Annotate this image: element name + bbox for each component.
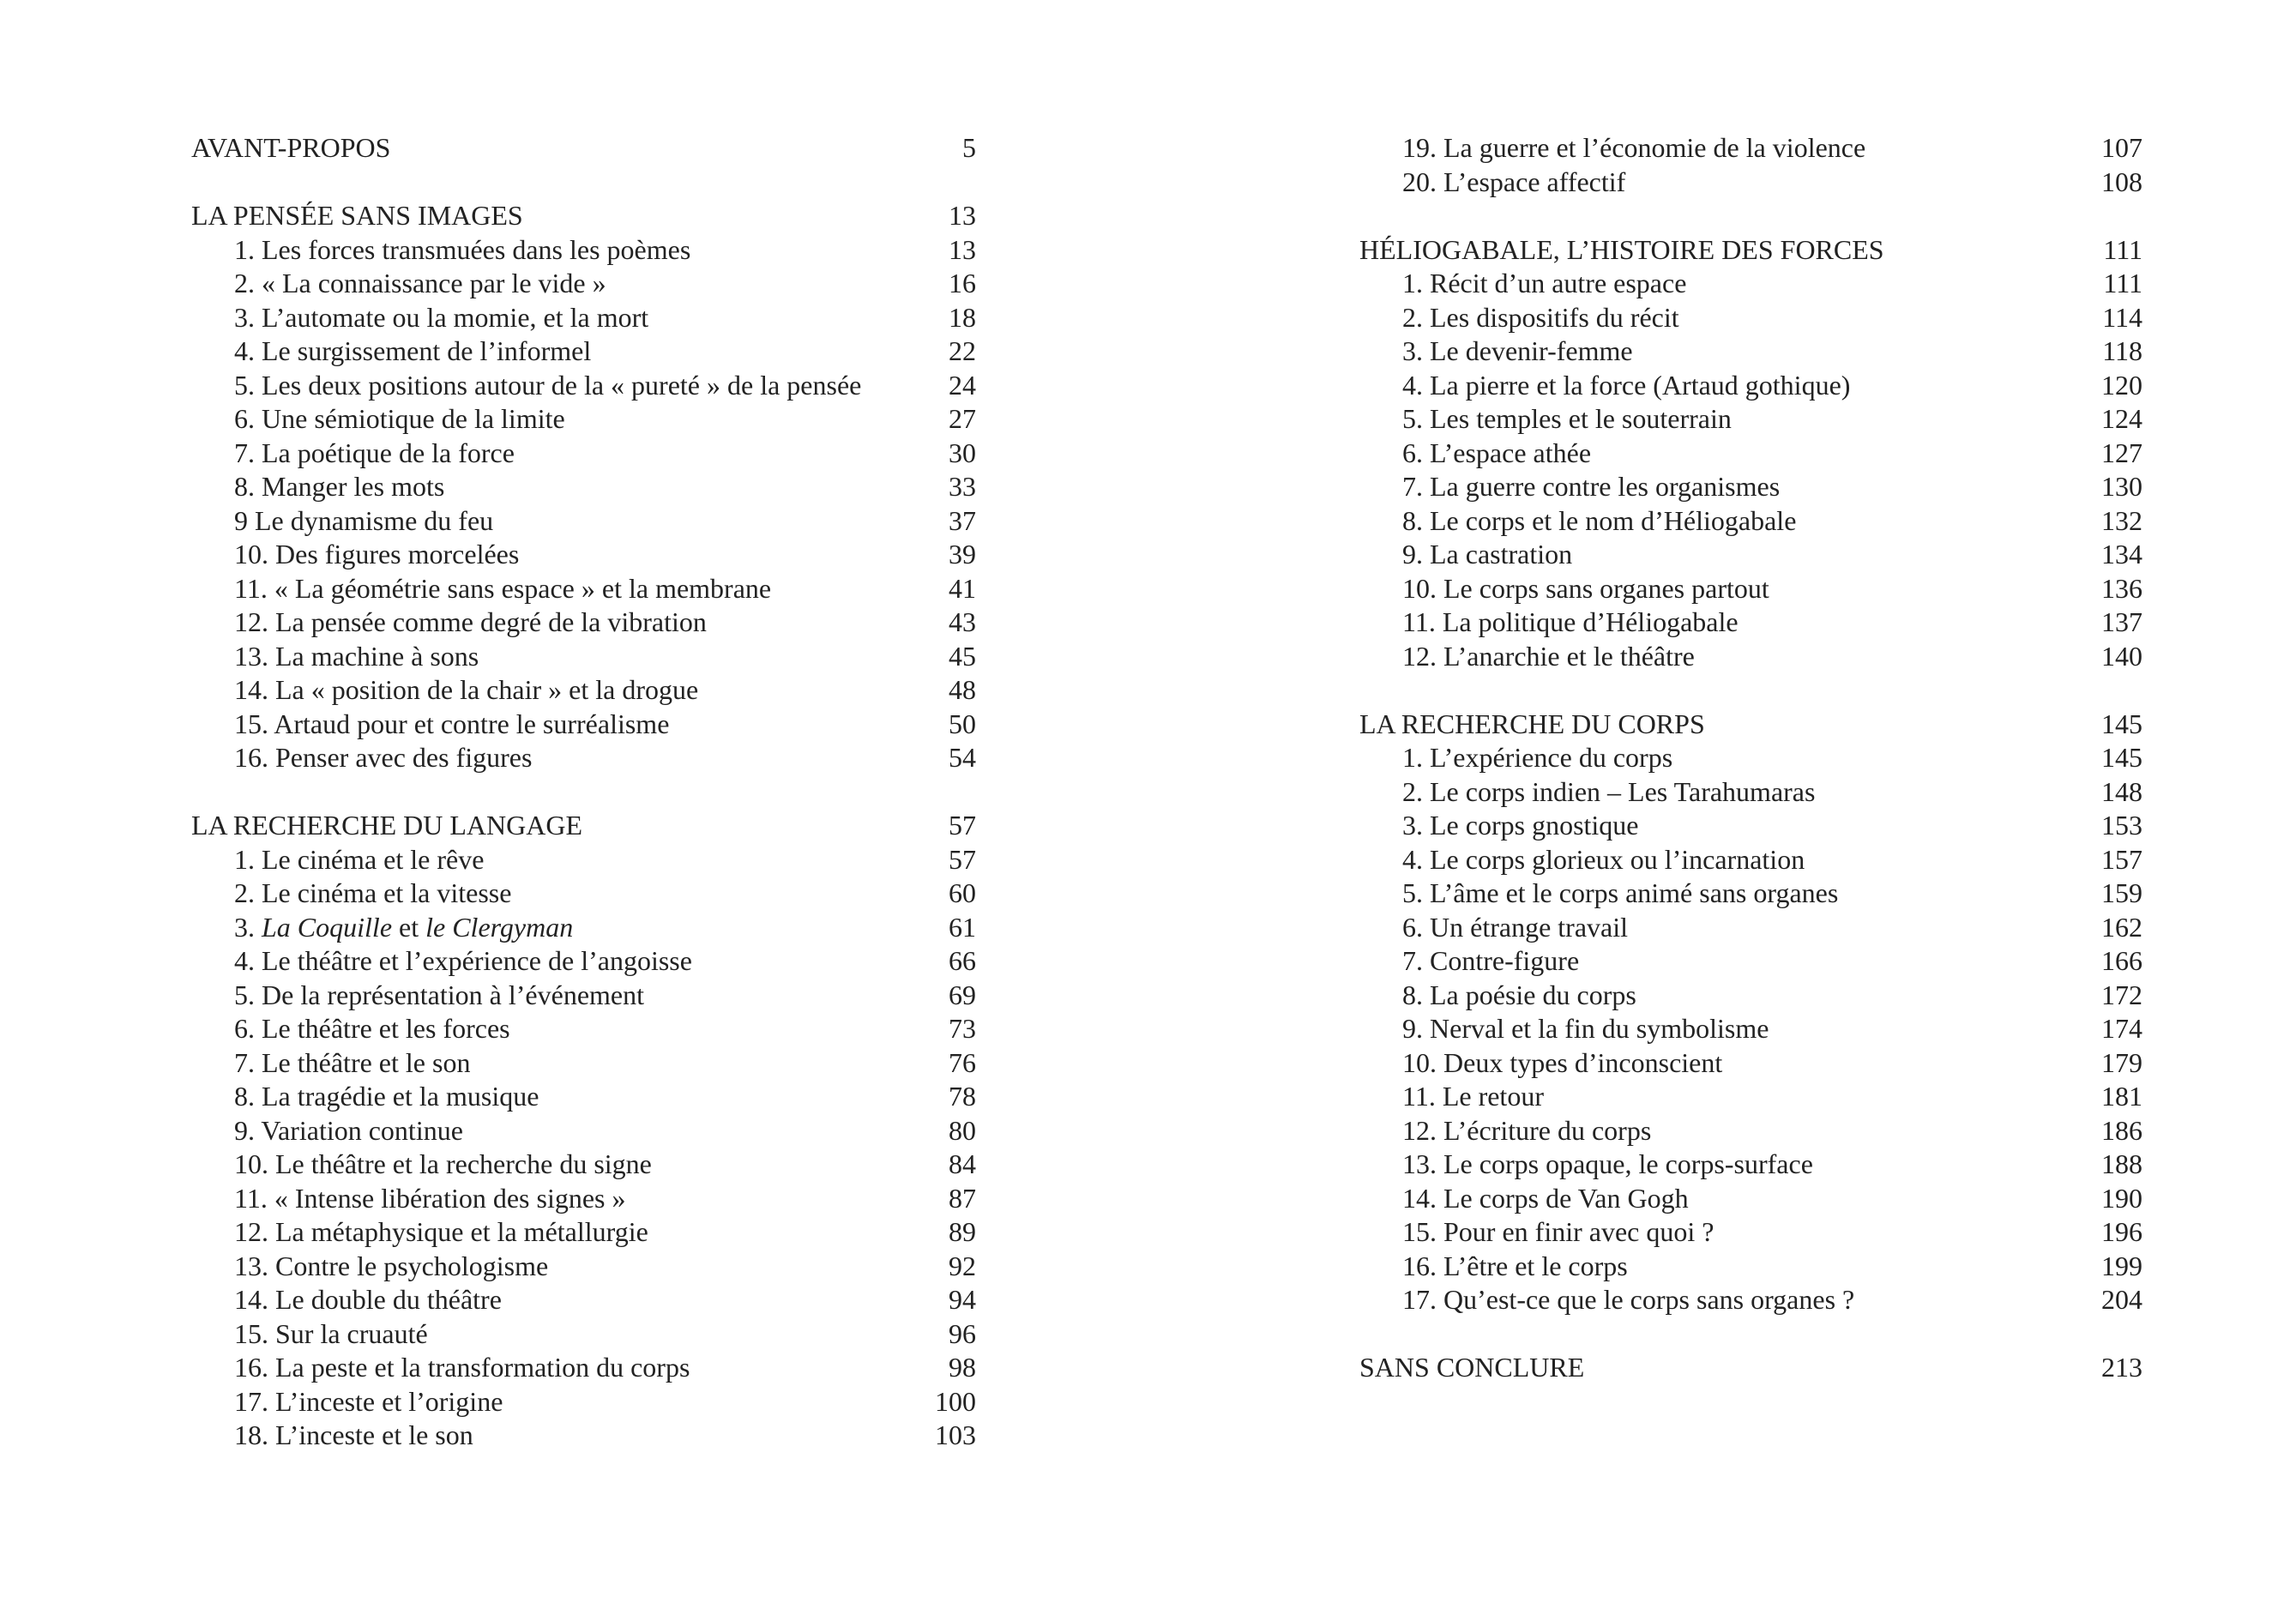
toc-entry-12-la-metaphysique-et-la-metallurgie	[191, 1215, 976, 1250]
toc-page-number: 166	[2101, 945, 2142, 976]
toc-page-number: 140	[2101, 640, 2142, 672]
toc-section-avant-propos	[191, 131, 976, 166]
toc-entry-11-la-politique-d-heliogabale	[1359, 606, 2142, 640]
toc-entry-17-qu-est-ce-que-le-corps-sans-organes	[1359, 1283, 2142, 1317]
toc-page-number: 118	[2102, 335, 2142, 366]
toc-entry-title: 3. Le corps gnostique	[1402, 810, 1639, 841]
toc-section-la-recherche-du-langage	[191, 809, 976, 843]
toc-entry-title: 19. La guerre et l’économie de la violence	[1402, 132, 1866, 163]
toc-entry-title: 9. Nerval et la fin du symbolisme	[1402, 1013, 1769, 1044]
toc-page-number: 103	[935, 1419, 976, 1450]
toc-entry-title: 4. Le théâtre et l’expérience de l’angoisse	[234, 945, 692, 976]
toc-entry-title: 17. L’inceste et l’origine	[234, 1385, 503, 1417]
toc-section-title: LA PENSÉE SANS IMAGES	[191, 200, 523, 231]
toc-right-column	[1359, 131, 2142, 1385]
toc-page-number: 94	[949, 1284, 976, 1315]
toc-entry-title: 12. L’écriture du corps	[1402, 1114, 1652, 1146]
toc-entry-title: 13. La machine à sons	[234, 640, 479, 672]
toc-entry-8-manger-les-mots	[191, 470, 976, 504]
toc-entry-title: 2. Les dispositifs du récit	[1402, 301, 1679, 333]
toc-page-number: 48	[949, 674, 976, 705]
toc-page-number: 190	[2101, 1182, 2142, 1214]
toc-entry-title: 20. L’espace affectif	[1402, 166, 1626, 197]
toc-entry-11-intense-liberation-des-signes	[191, 1182, 976, 1216]
toc-entry-4-le-theatre-et-l-experience-de-l-angois	[191, 944, 976, 979]
toc-entry-16-penser-avec-des-figures	[191, 741, 976, 775]
toc-entry-title: 10. Le théâtre et la recherche du signe	[234, 1148, 652, 1179]
toc-entry-2-la-connaissance-par-le-vide	[191, 267, 976, 301]
toc-page-number: 127	[2101, 437, 2142, 468]
toc-page-number: 89	[949, 1216, 976, 1247]
toc-entry-title: 7. La guerre contre les organismes	[1402, 471, 1781, 502]
toc-entry-14-le-double-du-theatre	[191, 1283, 976, 1317]
toc-page-number: 124	[2101, 403, 2142, 434]
toc-entry-1-le-cinema-et-le-reve	[191, 843, 976, 877]
toc-entry-10-le-theatre-et-la-recherche-du-signe	[191, 1148, 976, 1182]
toc-entry-16-l-etre-et-le-corps	[1359, 1250, 2142, 1284]
toc-entry-title: 15. Pour en finir avec quoi ?	[1402, 1216, 1714, 1247]
toc-entry-title: 4. Le surgissement de l’informel	[234, 335, 592, 366]
toc-entry-15-sur-la-cruaute	[191, 1317, 976, 1352]
toc-entry-title: 16. Penser avec des figures	[234, 742, 533, 773]
toc-entry-title	[191, 911, 573, 945]
toc-page-number: 41	[949, 572, 976, 604]
toc-page-number: 132	[2101, 504, 2142, 536]
toc-entry-title: 12. La pensée comme degré de la vibration	[234, 606, 707, 637]
toc-page-number: 114	[2102, 301, 2142, 333]
toc-spacer	[1359, 1317, 2142, 1352]
toc-entry-title: 5. De la représentation à l’événement	[234, 979, 644, 1010]
toc-page-number: 213	[2101, 1352, 2142, 1383]
toc-entry-title: 14. Le corps de Van Gogh	[1402, 1182, 1689, 1214]
toc-spacer	[191, 775, 976, 810]
toc-entry-title: 8. La poésie du corps	[1402, 979, 1636, 1010]
toc-page-number: 100	[935, 1385, 976, 1417]
toc-entry-13-le-corps-opaque-le-corps-surface	[1359, 1148, 2142, 1182]
toc-entry-title: 3. L’automate ou la momie, et la mort	[234, 301, 649, 333]
toc-page-number: 69	[949, 979, 976, 1010]
toc-entry-5-l-ame-et-le-corps-anime-sans-organes	[1359, 877, 2142, 911]
toc-entry-title: 16. La peste et la transformation du corps	[234, 1352, 690, 1383]
toc-page-number: 18	[949, 301, 976, 333]
toc-page-number: 134	[2101, 539, 2142, 569]
toc-entry-title: 2. « La connaissance par le vide »	[234, 268, 606, 298]
toc-entry-6-une-semiotique-de-la-limite	[191, 402, 976, 437]
toc-entry-17-l-inceste-et-l-origine	[191, 1385, 976, 1419]
toc-entry-8-la-tragedie-et-la-musique	[191, 1080, 976, 1114]
toc-entry-title: 15. Sur la cruauté	[234, 1317, 428, 1349]
toc-entry-10-le-corps-sans-organes-partout	[1359, 572, 2142, 606]
toc-entry-title: 14. Le double du théâtre	[234, 1284, 502, 1315]
toc-entry-title: 1. L’expérience du corps	[1402, 742, 1673, 773]
toc-entry-9-la-castration	[1359, 538, 2142, 572]
toc-entry-title: 1. Les forces transmuées dans les poèmes	[234, 233, 691, 265]
toc-section-title: AVANT-PROPOS	[191, 132, 391, 163]
toc-entry-title: 13. Le corps opaque, le corps-surface	[1402, 1148, 1813, 1179]
toc-page-number: 188	[2101, 1148, 2142, 1179]
toc-entry-19-la-guerre-et-l-economie-de-la-violenc	[1359, 131, 2142, 166]
toc-entry-7-le-theatre-et-le-son	[191, 1046, 976, 1081]
toc-page-number: 61	[949, 911, 976, 943]
toc-entry-5-les-temples-et-le-souterrain	[1359, 402, 2142, 437]
toc-page-number: 30	[949, 437, 976, 468]
toc-page-number: 84	[949, 1148, 976, 1179]
toc-entry-3-le-corps-gnostique	[1359, 809, 2142, 843]
toc-entry-title: 6. Le théâtre et les forces	[234, 1013, 510, 1044]
toc-page-number: 57	[949, 810, 976, 841]
toc-entry-18-l-inceste-et-le-son	[191, 1419, 976, 1453]
toc-entry-2-les-dispositifs-du-recit	[1359, 301, 2142, 335]
toc-spacer	[191, 166, 976, 200]
toc-entry-3-la-coquille-et-le-clergyman	[191, 911, 976, 945]
toc-entry-8-le-corps-et-le-nom-d-heliogabale	[1359, 504, 2142, 539]
toc-entry-5-de-la-representation-a-l-evenement	[191, 979, 976, 1013]
toc-entry-7-contre-figure	[1359, 944, 2142, 979]
toc-section-heliogabale-l-histoire-des-forces	[1359, 233, 2142, 268]
toc-page-number: 174	[2101, 1013, 2142, 1044]
toc-entry-11-la-geometrie-sans-espace-et-la-membra	[191, 572, 976, 606]
toc-page-number: 204	[2101, 1284, 2142, 1315]
toc-entry-14-la-position-de-la-chair-et-la-drogue	[191, 673, 976, 708]
toc-entry-12-la-pensee-comme-degre-de-la-vibration	[191, 606, 976, 640]
toc-entry-9-nerval-et-la-fin-du-symbolisme	[1359, 1012, 2142, 1046]
toc-entry-title: 12. L’anarchie et le théâtre	[1402, 640, 1695, 672]
toc-page-number: 24	[949, 369, 976, 401]
toc-entry-title: 11. « La géométrie sans espace » et la membrane	[234, 572, 772, 604]
toc-page-number: 159	[2101, 877, 2142, 908]
toc-section-title: SANS CONCLURE	[1359, 1352, 1585, 1383]
toc-page-number: 98	[949, 1352, 976, 1383]
toc-entry-title: 11. Le retour	[1402, 1081, 1544, 1112]
toc-entry-9-variation-continue	[191, 1114, 976, 1148]
toc-entry-title: 13. Contre le psychologisme	[234, 1250, 549, 1281]
toc-entry-title: 6. L’espace athée	[1402, 437, 1592, 468]
toc-entry-1-recit-d-un-autre-espace	[1359, 267, 2142, 301]
toc-entry-3-l-automate-ou-la-momie-et-la-mort	[191, 301, 976, 335]
toc-entry-title: 1. Récit d’un autre espace	[1402, 268, 1687, 298]
toc-page-number: 196	[2101, 1216, 2142, 1247]
toc-entry-16-la-peste-et-la-transformation-du-corp	[191, 1351, 976, 1385]
toc-entry-title: 4. Le corps glorieux ou l’incarnation	[1402, 843, 1805, 875]
toc-entry-title: 6. Un étrange travail	[1402, 911, 1628, 943]
toc-entry-6-le-theatre-et-les-forces	[191, 1012, 976, 1046]
toc-left-column	[191, 131, 976, 1453]
toc-page-number: 16	[949, 268, 976, 298]
toc-entry-1-l-experience-du-corps	[1359, 741, 2142, 775]
toc-entry-title-part: 3.	[234, 911, 262, 943]
toc-entry-9-le-dynamisme-du-feu	[191, 504, 976, 539]
toc-page-number: 181	[2101, 1081, 2142, 1112]
toc-entry-7-la-poetique-de-la-force	[191, 437, 976, 471]
toc-page-number: 107	[2101, 132, 2142, 163]
toc-entry-title: 1. Le cinéma et le rêve	[234, 843, 485, 875]
toc-entry-title: 14. La « position de la chair » et la drogue	[234, 674, 699, 705]
toc-entry-title: 4. La pierre et la force (Artaud gothique)	[1402, 369, 1851, 401]
toc-entry-5-les-deux-positions-autour-de-la-purete	[191, 369, 976, 403]
toc-page-number: 54	[949, 742, 976, 773]
toc-entry-title: 12. La métaphysique et la métallurgie	[234, 1216, 648, 1247]
toc-page-number: 78	[949, 1081, 976, 1112]
toc-page-number: 13	[949, 233, 976, 265]
toc-spacer	[1359, 199, 2142, 233]
toc-entry-title: 3. Le devenir-femme	[1402, 335, 1633, 366]
toc-entry-title: 11. « Intense libération des signes »	[234, 1182, 626, 1214]
toc-entry-2-le-cinema-et-la-vitesse	[191, 877, 976, 911]
toc-entry-title: 2. Le cinéma et la vitesse	[234, 877, 512, 908]
toc-page-number: 111	[2103, 233, 2142, 265]
toc-page-number: 33	[949, 471, 976, 502]
toc-section-title: LA RECHERCHE DU LANGAGE	[191, 810, 582, 841]
toc-entry-title: 5. Les temples et le souterrain	[1402, 403, 1732, 434]
toc-page-number: 5	[962, 132, 976, 163]
toc-entry-13-la-machine-a-sons	[191, 640, 976, 674]
toc-entry-4-la-pierre-et-la-force-artaud-gothique	[1359, 369, 2142, 403]
toc-entry-14-le-corps-de-van-gogh	[1359, 1182, 2142, 1216]
toc-entry-11-le-retour	[1359, 1080, 2142, 1114]
toc-section-title: LA RECHERCHE DU CORPS	[1359, 708, 1705, 739]
toc-entry-title: 8. Manger les mots	[234, 471, 445, 502]
toc-entry-6-l-espace-athee	[1359, 437, 2142, 471]
toc-entry-title: 9 Le dynamisme du feu	[234, 504, 494, 536]
toc-entry-7-la-guerre-contre-les-organismes	[1359, 470, 2142, 504]
toc-page-number: 120	[2101, 369, 2142, 401]
toc-page-number: 13	[949, 200, 976, 231]
toc-entry-2-le-corps-indien-les-tarahumaras	[1359, 775, 2142, 810]
toc-section-sans-conclure	[1359, 1351, 2142, 1385]
toc-entry-13-contre-le-psychologisme	[191, 1250, 976, 1284]
toc-entry-6-un-etrange-travail	[1359, 911, 2142, 945]
toc-entry-title: 8. La tragédie et la musique	[234, 1081, 539, 1112]
toc-entry-title-part: La Coquille	[262, 911, 393, 943]
toc-entry-4-le-surgissement-de-l-informel	[191, 334, 976, 369]
toc-spacer	[1359, 673, 2142, 708]
toc-page-number: 92	[949, 1250, 976, 1281]
toc-page-number: 43	[949, 606, 976, 637]
toc-page-number: 27	[949, 403, 976, 434]
toc-entry-title: 6. Une sémiotique de la limite	[234, 403, 565, 434]
toc-section-la-pensee-sans-images	[191, 199, 976, 233]
toc-entry-12-l-anarchie-et-le-theatre	[1359, 640, 2142, 674]
toc-entry-title-part: et	[392, 911, 426, 943]
toc-entry-20-l-espace-affectif	[1359, 166, 2142, 200]
toc-page-number: 45	[949, 640, 976, 672]
toc-entry-4-le-corps-glorieux-ou-l-incarnation	[1359, 843, 2142, 877]
toc-entry-title: 10. Deux types d’inconscient	[1402, 1046, 1723, 1078]
toc-page-number: 186	[2101, 1114, 2142, 1146]
toc-page-number: 66	[949, 945, 976, 976]
toc-entry-15-artaud-pour-et-contre-le-surrealisme	[191, 708, 976, 742]
toc-page-number: 111	[2103, 268, 2142, 298]
toc-page-number: 130	[2101, 471, 2142, 502]
toc-page-number: 37	[949, 504, 976, 536]
toc-entry-title: 10. Des figures morcelées	[234, 539, 520, 569]
toc-entry-title: 9. La castration	[1402, 539, 1573, 569]
toc-page-number: 96	[949, 1317, 976, 1349]
toc-entry-title: 2. Le corps indien – Les Tarahumaras	[1402, 775, 1816, 807]
toc-entry-3-le-devenir-femme	[1359, 334, 2142, 369]
toc-entry-title: 11. La politique d’Héliogabale	[1402, 606, 1739, 637]
toc-page-number: 50	[949, 708, 976, 739]
toc-entry-title: 7. La poétique de la force	[234, 437, 515, 468]
toc-page-number: 22	[949, 335, 976, 366]
toc-page-number: 73	[949, 1013, 976, 1044]
toc-page-number: 80	[949, 1114, 976, 1146]
toc-page-number: 148	[2101, 775, 2142, 807]
toc-entry-title: 17. Qu’est-ce que le corps sans organes ?	[1402, 1284, 1855, 1315]
toc-page-number: 145	[2101, 742, 2142, 773]
toc-entry-title: 7. Le théâtre et le son	[234, 1046, 471, 1078]
toc-page-number: 60	[949, 877, 976, 908]
toc-entry-1-les-forces-transmuees-dans-les-poemes	[191, 233, 976, 268]
toc-page-number: 39	[949, 539, 976, 569]
toc-page-number: 153	[2101, 810, 2142, 841]
toc-page-number: 157	[2101, 843, 2142, 875]
toc-entry-10-des-figures-morcelees	[191, 538, 976, 572]
toc-entry-title: 5. Les deux positions autour de la « pureté » de la pensée	[234, 369, 862, 401]
toc-entry-title: 5. L’âme et le corps animé sans organes	[1402, 877, 1839, 908]
toc-page-number: 137	[2101, 606, 2142, 637]
toc-entry-title: 8. Le corps et le nom d’Héliogabale	[1402, 504, 1797, 536]
toc-section-title: HÉLIOGABALE, L’HISTOIRE DES FORCES	[1359, 233, 1884, 265]
toc-page-number: 162	[2101, 911, 2142, 943]
toc-page-number: 87	[949, 1182, 976, 1214]
toc-page-number: 172	[2101, 979, 2142, 1010]
toc-entry-title: 16. L’être et le corps	[1402, 1250, 1628, 1281]
toc-page-number: 108	[2101, 166, 2142, 197]
toc-entry-title: 9. Variation continue	[234, 1114, 463, 1146]
toc-page-number: 199	[2101, 1250, 2142, 1281]
toc-page-number: 179	[2101, 1046, 2142, 1078]
toc-section-la-recherche-du-corps	[1359, 708, 2142, 742]
toc-page-number: 76	[949, 1046, 976, 1078]
toc-entry-15-pour-en-finir-avec-quoi	[1359, 1215, 2142, 1250]
toc-page-number: 57	[949, 843, 976, 875]
toc-entry-12-l-ecriture-du-corps	[1359, 1114, 2142, 1148]
toc-entry-8-la-poesie-du-corps	[1359, 979, 2142, 1013]
toc-entry-title: 10. Le corps sans organes partout	[1402, 572, 1769, 604]
toc-entry-title-part: le Clergyman	[425, 911, 574, 943]
toc-page-number: 145	[2101, 708, 2142, 739]
toc-entry-title: 15. Artaud pour et contre le surréalisme	[234, 708, 670, 739]
toc-entry-title: 7. Contre-figure	[1402, 945, 1580, 976]
toc-entry-title: 18. L’inceste et le son	[234, 1419, 473, 1450]
toc-entry-10-deux-types-d-inconscient	[1359, 1046, 2142, 1081]
toc-page-number: 136	[2101, 572, 2142, 604]
